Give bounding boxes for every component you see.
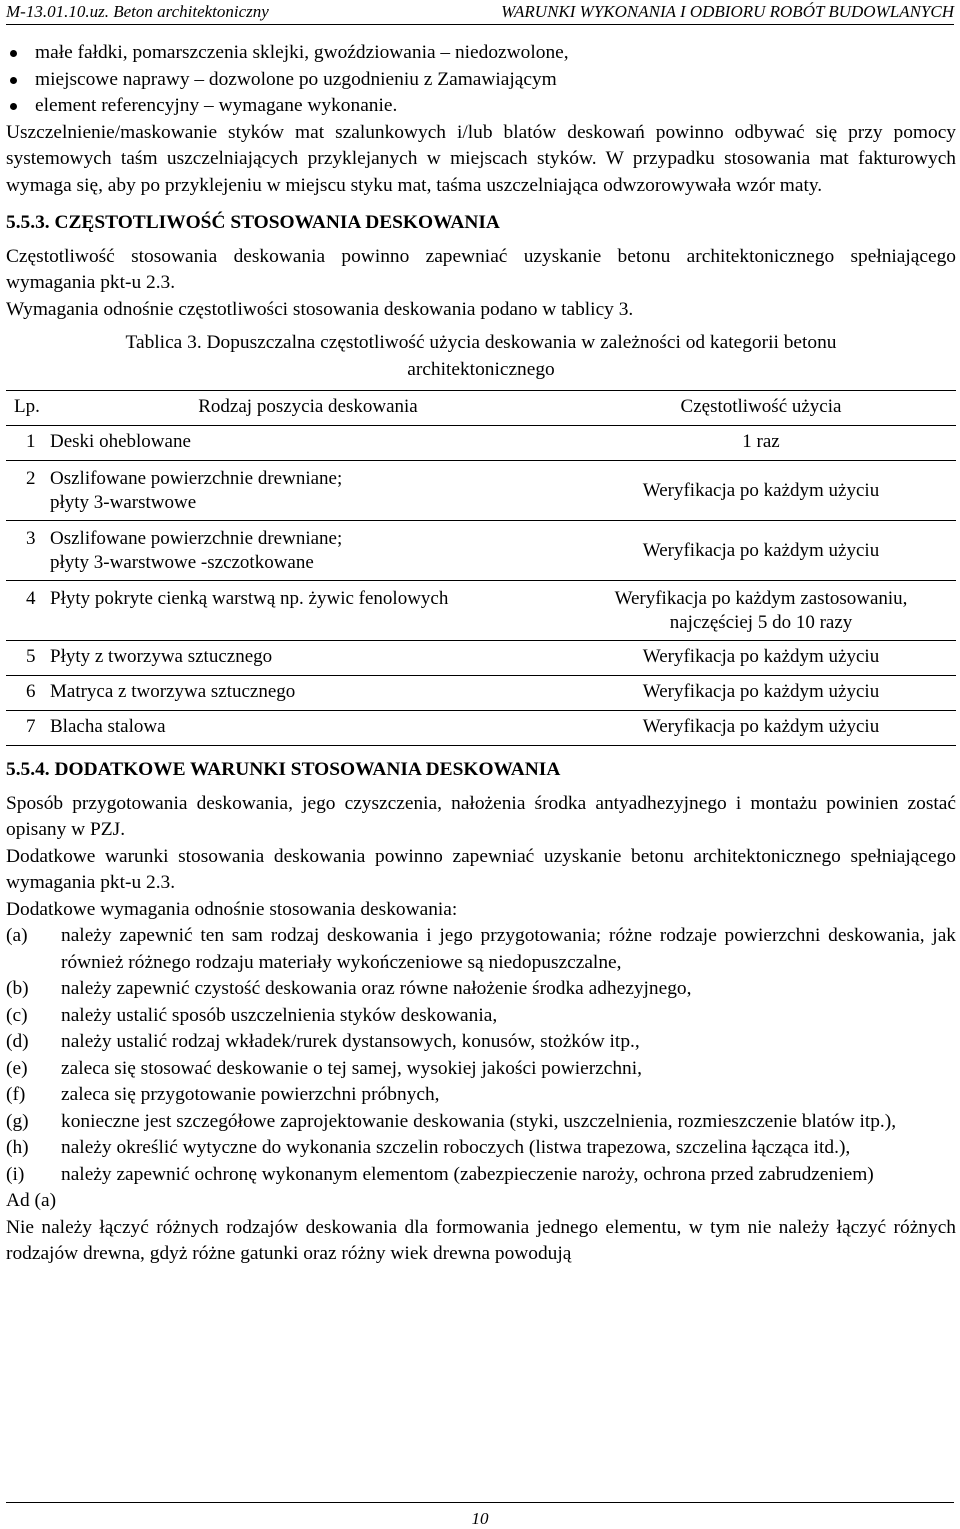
table-row: 6 Matryca z tworzywa sztucznego Weryfikacja po każdym użyciu [6, 676, 956, 711]
list-item: element referencyjny – wymagane wykonanie. [6, 93, 956, 120]
list-item: (a) należy zapewnić ten sam rodzaj deskowania i jego przygotowania; różne rodzaje powierzchni deskowania, jak również różnego rodzaju materiały wykończeniowe są niedopuszczalne, [6, 925, 956, 973]
bullet-icon [10, 103, 17, 110]
list-item: (d) należy ustalić rodzaj wkładek/rurek dystansowych, konusów, stożków itp., [6, 1031, 640, 1052]
section-heading-frequency: 5.5.3. CZĘSTOTLIWOŚĆ STOSOWANIA DESKOWANIA [6, 212, 500, 233]
column-header-type: Rodzaj poszycia deskowania [50, 391, 566, 426]
header-document-code: M-13.01.10.uz. Beton architektoniczny [6, 2, 269, 21]
list-item: (e) zaleca się stosować deskowanie o tej samej, wysokiej jakości powierzchni, [6, 1057, 642, 1079]
list-item: miejscowe naprawy – dozwolone po uzgodnieniu z Zamawiającym [6, 67, 956, 94]
table-caption: Tablica 3. Dopuszczalna częstotliwość użycia deskowania w zależności od kategorii betonu architektonicznego [125, 332, 837, 380]
requirements-list [6, 923, 956, 1188]
paragraph-ad-a: Nie należy łączyć różnych rodzajów deskowania dla formowania jednego elementu, w tym nie należy łączyć różnych rodzajów drewna, gdyż różne gatunki oraz różny wiek drewna powodują [6, 1216, 956, 1264]
list-item: (b) należy zapewnić czystość deskowania oraz równe nałożenie środka adhezyjnego, [6, 978, 692, 999]
bullet-icon [10, 50, 17, 57]
section-heading-additional-conditions: 5.5.4. DODATKOWE WARUNKI STOSOWANIA DESKOWANIA [6, 759, 561, 780]
paragraph-additional-requirements: Dodatkowe wymagania odnośnie stosowania deskowania: [6, 898, 458, 920]
table-row: 4 Płyty pokryte cienką warstwą np. żywic fenolowych Weryfikacja po każdym zastosowaniu, najczęściej 5 do 10 razy [6, 581, 956, 641]
table-row: 1 Deski oheblowane 1 raz [6, 426, 956, 461]
formwork-frequency-table [6, 390, 956, 746]
list-item: (f) zaleca się przygotowanie powierzchni próbnych, [6, 1084, 440, 1105]
list-item: (h) należy określić wytyczne do wykonania szczelin roboczych (listwa trapezowa, szczelina łącząca itd.), [6, 1137, 851, 1158]
paragraph-additional-conditions: Dodatkowe warunki stosowania deskowania powinno zapewniać uzyskanie betonu architektonicznego spełniającego wymagania pkt-u 2.3. [6, 845, 956, 893]
bullet-list [6, 40, 956, 120]
list-item: (i) należy zapewnić ochronę wykonanym elementom (zabezpieczenie naroży, ochrona przed zabrudzeniem) [6, 1163, 874, 1185]
paragraph-frequency-requirement: Częstotliwość stosowania deskowania powinno zapewniać uzyskanie betonu architektonicznego spełniającego wymagania pkt-u 2.3. [6, 245, 956, 293]
table-row: 7 Blacha stalowa Weryfikacja po każdym użyciu [6, 711, 956, 746]
table-row: 2 Oszlifowane powierzchnie drewniane; płyty 3-warstwowe Weryfikacja po każdym użyciu [6, 461, 956, 521]
header-section-title: WARUNKI WYKONANIA I ODBIORU ROBÓT BUDOWLANYCH [501, 2, 954, 21]
list-item: (g) konieczne jest szczegółowe zaprojektowanie deskowania (styki, uszczelnienia, rozmieszczenie blatów itp.), [6, 1110, 897, 1132]
page-footer [6, 1502, 954, 1529]
column-header-frequency: Częstotliwość użycia [566, 391, 956, 426]
column-header-lp: Lp. [6, 391, 50, 426]
table-row: 3 Oszlifowane powierzchnie drewniane; płyty 3-warstwowe -szczotkowane Weryfikacja po każdym użyciu [6, 521, 956, 581]
paragraph-seal-joints: Uszczelnienie/maskowanie styków mat szalunkowych i/lub blatów deskowań powinno odbywać się przy pomocy systemowych taśm uszczelniających przyklejanych w miejscach styków. W przypadku stosowania mat fakturowych wymaga się, aby po przyklejeniu w miejscu styku mat, taśma uszczelniająca odwzorowywała wzór maty. [6, 121, 956, 196]
list-item: (c) należy ustalić sposób uszczelnienia styków deskowania, [6, 1004, 498, 1026]
document-body [6, 40, 956, 1268]
page-header [6, 0, 954, 25]
page-number: 10 [471, 1509, 489, 1528]
table-header-row [6, 391, 956, 426]
paragraph-preparation: Sposób przygotowania deskowania, jego czyszczenia, nałożenia środka antyadhezyjnego i montażu powinien zostać opisany w PZJ. [6, 792, 956, 840]
list-item: małe fałdki, pomarszczenia sklejki, gwoździowania – niedozwolone, [6, 40, 956, 67]
bullet-icon [10, 77, 17, 84]
table-row: 5 Płyty z tworzywa sztucznego Weryfikacja po każdym użyciu [6, 641, 956, 676]
paragraph-table-reference: Wymagania odnośnie częstotliwości stosowania deskowania podano w tablicy 3. [6, 298, 634, 320]
ad-a-label: Ad (a) [6, 1190, 57, 1211]
